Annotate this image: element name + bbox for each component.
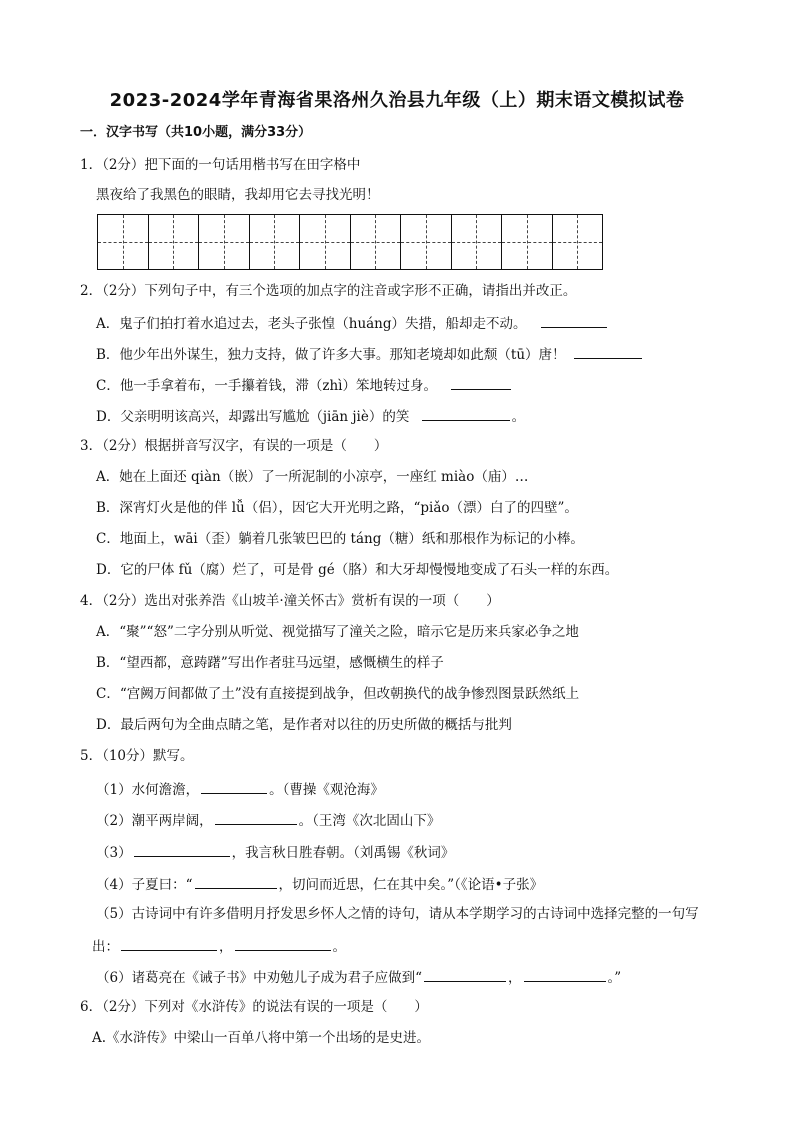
- grid-cell[interactable]: [452, 215, 503, 269]
- grid-cell[interactable]: [98, 215, 149, 269]
- answer-blank[interactable]: [422, 406, 510, 421]
- q5-item-1-source: 。（曹操《观沧海》: [269, 782, 384, 798]
- q5-item-2-source: 。（王湾《次北固山下》: [298, 813, 441, 829]
- q2-option-b: [96, 344, 644, 364]
- q5-item-3-source: ，我言秋日胜春朝。（刘禹锡《秋词》: [231, 845, 455, 861]
- q4-option-c[interactable]: C．“宫阙万间都做了土”没有直接提到战争，但改朝换代的战争惨烈图景跃然纸上: [96, 686, 580, 702]
- q5-item-5-comma: ，: [219, 939, 233, 955]
- q5-item-6-text: （6）诸葛亮在《诫子书》中劝勉儿子成为君子应做到“: [96, 970, 422, 986]
- tianzige-grid[interactable]: [97, 214, 603, 270]
- grid-cell[interactable]: [250, 215, 301, 269]
- q3-stem: 3．（2分）根据拼音写汉字，有误的一项是（ ）: [80, 438, 388, 454]
- grid-cell[interactable]: [199, 215, 250, 269]
- q5-item-3-text: （3）: [96, 845, 132, 861]
- q5-item-6: [96, 967, 621, 987]
- answer-blank[interactable]: [424, 967, 506, 982]
- q5-item-6-comma: ，: [508, 970, 522, 986]
- grid-cell[interactable]: [300, 215, 351, 269]
- q2-stem: 2．（2分）下列句子中，有三个选项的加点字的注音或字形不正确，请指出并改正。: [80, 283, 577, 299]
- q5-item-5-end: 。: [332, 939, 346, 955]
- q5-item-4-source: ，切问而近思，仁在其中矣。”（《论语•子张》: [278, 877, 544, 893]
- exam-title: 2023-2024学年青海省果洛州久治县九年级（上）期末语文模拟试卷: [109, 90, 685, 111]
- q5-item-6-end: 。”: [607, 970, 622, 986]
- q3-option-c[interactable]: C．地面上，wāi（歪）躺着几张皱巴巴的 táng（糖）纸和那根作为标记的小棒。: [96, 531, 584, 547]
- answer-blank[interactable]: [451, 375, 511, 390]
- q5-item-1-text: （1）水何澹澹，: [96, 782, 200, 798]
- answer-blank[interactable]: [121, 936, 217, 951]
- grid-cell[interactable]: [553, 215, 603, 269]
- q2-option-c-text: C．他一手拿着布，一手攥着钱，滞（zhì）笨地转过身。: [96, 378, 437, 394]
- q5-item-1: [96, 779, 384, 799]
- q5-item-3: [96, 842, 454, 862]
- q5-stem: 5．（10分）默写。: [80, 748, 194, 764]
- answer-blank[interactable]: [235, 936, 331, 951]
- q3-option-d[interactable]: D．它的尸体 fǔ（腐）烂了，可是骨 gé（胳）和大牙却慢慢地变成了石头一样的东西。: [96, 562, 619, 578]
- q4-option-d[interactable]: D．最后两句为全曲点睛之笔，是作者对以往的历史所做的概括与批判: [96, 717, 512, 733]
- answer-blank[interactable]: [574, 344, 642, 359]
- q5-item-2-text: （2）潮平两岸阔，: [96, 813, 213, 829]
- q5-item-2: [96, 810, 440, 830]
- answer-blank[interactable]: [134, 842, 230, 857]
- grid-cell[interactable]: [351, 215, 402, 269]
- q2-option-d-end: 。: [511, 409, 526, 425]
- q2-option-d-text: D．父亲明明该高兴，却露出写尴尬（jiān jiè）的笑: [96, 409, 410, 425]
- q2-option-c: [96, 375, 513, 395]
- q3-option-b[interactable]: B．深宵灯火是他的伴 lǚ（侣），因它大开光明之路，“piǎo（漂）白了的四壁”。: [96, 500, 578, 516]
- q2-option-d: [96, 406, 525, 426]
- answer-blank[interactable]: [215, 810, 297, 825]
- section-heading: 一．汉字书写（共10小题，满分33分）: [80, 125, 312, 140]
- q2-option-a: [96, 313, 609, 333]
- q2-option-b-text: B．他少年出外谋生，独力支持，做了许多大事。那知老境却如此颓（tū）唐！: [96, 347, 566, 363]
- q2-option-a-text: A．鬼子们拍打着水追过去，老头子张惶（huáng）失措，船却走不动。: [96, 316, 527, 332]
- grid-cell[interactable]: [502, 215, 553, 269]
- q3-option-a[interactable]: A．她在上面还 qiàn（嵌）了一所泥制的小凉亭，一座红 miào（庙）…: [96, 469, 529, 485]
- q5-item-4: [96, 874, 543, 894]
- q1-sentence: 黑夜给了我黑色的眼睛，我却用它去寻找光明！: [96, 187, 380, 203]
- q4-option-b[interactable]: B．“望西都，意踌躇”写出作者驻马远望，感慨横生的样子: [96, 655, 444, 671]
- q4-option-a[interactable]: A．“聚”“怒”二字分别从听觉、视觉描写了潼关之险，暗示它是历来兵家必争之地: [96, 624, 579, 640]
- q5-item-5-prefix: 出：: [92, 939, 119, 955]
- q6-stem: 6．（2分）下列对《水浒传》的说法有误的一项是（ ）: [80, 999, 428, 1015]
- grid-cell[interactable]: [401, 215, 452, 269]
- answer-blank[interactable]: [195, 874, 277, 889]
- grid-cell[interactable]: [149, 215, 200, 269]
- q5-item-4-text: （4）子夏曰：“: [96, 877, 193, 893]
- answer-blank[interactable]: [541, 313, 607, 328]
- q4-stem: 4．（2分）选出对张养浩《山坡羊·潼关怀古》赏析有误的一项（ ）: [80, 593, 500, 609]
- q6-option-a[interactable]: A.《水浒传》中梁山一百单八将中第一个出场的是史进。: [92, 1030, 431, 1046]
- answer-blank[interactable]: [524, 967, 606, 982]
- answer-blank[interactable]: [201, 779, 267, 794]
- q5-item-5-cont: [92, 936, 346, 956]
- q5-item-5: （5）古诗词中有许多借明月抒发思乡怀人之情的诗句，请从本学期学习的古诗词中选择完整的一句写: [96, 906, 699, 922]
- q1-stem: 1．（2分）把下面的一句话用楷书写在田字格中: [80, 157, 361, 173]
